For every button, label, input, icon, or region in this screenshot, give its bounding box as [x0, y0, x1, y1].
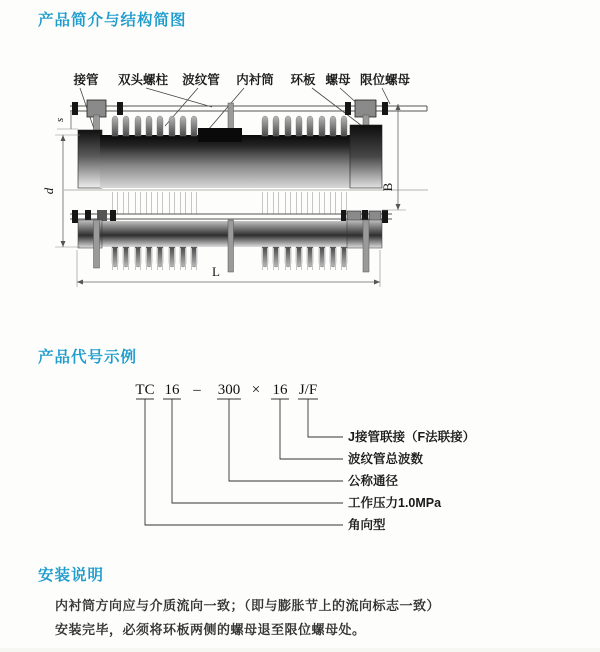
bellows-fin [157, 116, 163, 136]
dimension-b [380, 104, 406, 210]
code-waves: 16 [272, 382, 288, 398]
label-ring-plate: 环板 [290, 73, 316, 87]
section-heading-code: 产品代号示例 [38, 349, 138, 366]
convolution-line [274, 192, 279, 214]
left-end-cap [78, 130, 102, 188]
convolution-line [308, 192, 313, 214]
inner-liner-collar [198, 128, 242, 142]
convolution-line [147, 192, 152, 214]
label-connecting-pipe: 接管 [73, 73, 99, 87]
convolution-line [320, 192, 325, 214]
label-limit-nut: 限位螺母 [359, 73, 411, 87]
bellows-fin [112, 116, 118, 136]
nut [382, 210, 388, 223]
convolution-line [181, 192, 186, 214]
convolution-line [192, 192, 197, 214]
convolution-line [170, 192, 175, 214]
structure-diagram [40, 70, 440, 300]
convolution-line [331, 192, 336, 214]
nut [117, 102, 123, 115]
install-line-1: 内衬筒方向应与介质流向一致；（即与膨胀节上的流向标志一致） [55, 598, 441, 613]
install-instructions [55, 594, 440, 642]
code-diameter: 300 [217, 382, 241, 398]
callout-nominal-diameter: 公称通径 [348, 474, 399, 488]
diagram-part-labels [72, 72, 410, 87]
tie-rod-upper [70, 100, 427, 117]
bellows-fin [169, 116, 175, 136]
convolution-line [286, 192, 291, 214]
right-end-cap [350, 125, 382, 188]
nut [382, 102, 388, 115]
main-shell [100, 135, 382, 188]
code-joint: J/F [298, 382, 318, 398]
dim-d-label: d [41, 187, 56, 195]
label-nut: 螺母 [325, 73, 351, 87]
convolution-line [158, 192, 163, 214]
install-line-2: 安装完毕，必须将环板两侧的螺母退至限位螺母处。 [55, 622, 366, 637]
nut [345, 102, 351, 115]
label-double-head-stud: 双头螺柱 [117, 73, 169, 87]
bellows-fin [285, 116, 291, 136]
dim-b-label: B [380, 182, 395, 192]
bellows-fin [330, 116, 336, 136]
bellows-fin [307, 116, 313, 136]
code-type: TC [135, 382, 155, 398]
product-code [135, 382, 317, 398]
bellows-fin [296, 116, 302, 136]
bellows-fin [135, 116, 141, 136]
section-heading-intro: 产品简介与结构简图 [38, 12, 187, 29]
dimension-d [41, 135, 80, 247]
label-inner-liner: 内衬筒 [236, 73, 274, 87]
bellows-fin [341, 116, 347, 136]
dim-l-label: L [212, 264, 220, 279]
product-code-diagram [100, 375, 540, 545]
section-heading-install: 安装说明 [38, 567, 105, 584]
code-pressure: 16 [164, 382, 180, 398]
callout-angular-type: 角向型 [348, 518, 386, 532]
bellows-fin [273, 116, 279, 136]
code-dash: – [193, 382, 201, 398]
code-times: × [251, 382, 261, 398]
convolution-line [297, 192, 302, 214]
nut [72, 102, 78, 115]
callout-working-pressure: 工作压力1.0MPa [348, 496, 442, 510]
nut [72, 210, 78, 223]
callout-wave-count: 波纹管总波数 [348, 452, 424, 466]
bellows-fin [123, 116, 129, 136]
convolution-lines-upper [113, 192, 347, 214]
page-bottom-edge [0, 648, 600, 652]
bellows-fin [191, 116, 197, 136]
label-bellows: 波纹管 [182, 73, 220, 87]
dim-s-label: s [54, 117, 66, 123]
bellows-fin [262, 116, 268, 136]
callout-connectors [145, 399, 343, 525]
convolution-line [124, 192, 129, 214]
callout-labels [348, 429, 475, 532]
stud-block [87, 100, 106, 117]
callout-joint-type: J接管联接（F法联接） [348, 430, 476, 444]
stud-block [355, 100, 376, 117]
bellows-fin [146, 116, 152, 136]
bellows-fin [180, 116, 186, 136]
bellows-fin [319, 116, 325, 136]
convolution-line [263, 192, 268, 214]
convolution-line [136, 192, 141, 214]
